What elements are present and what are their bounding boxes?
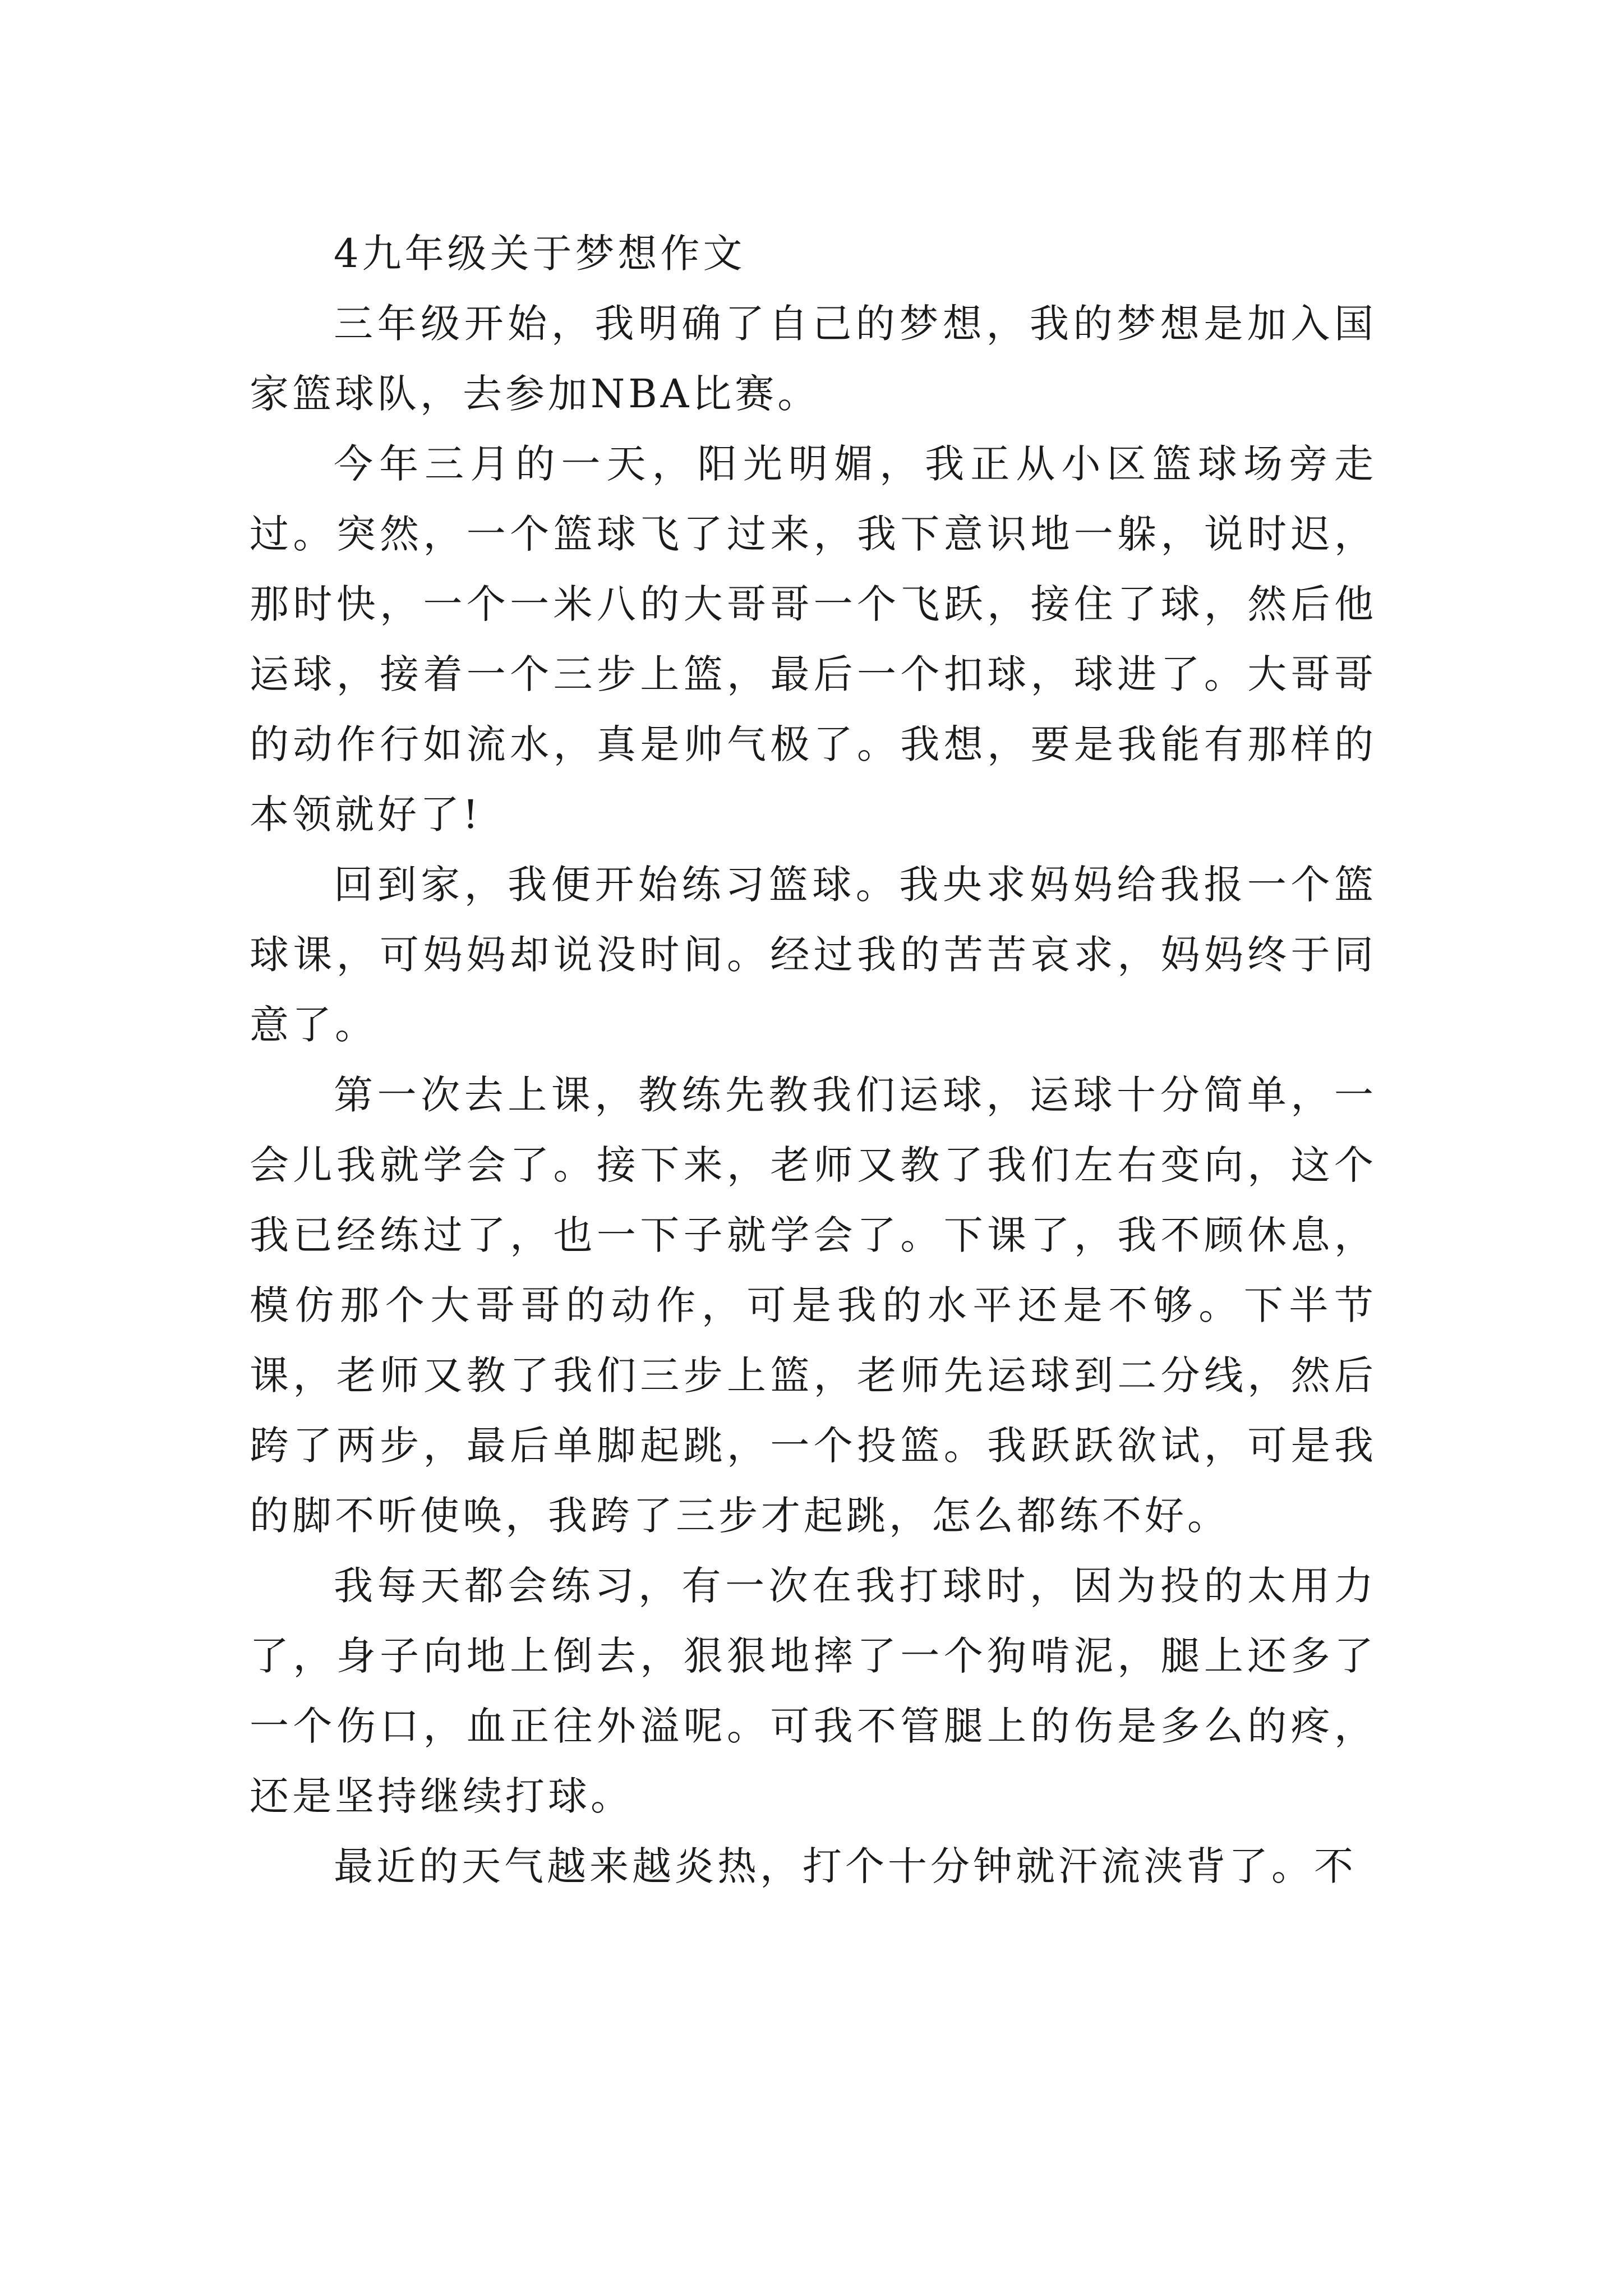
document-title: 4九年级关于梦想作文 xyxy=(334,231,746,277)
paragraph-4: 第一次去上课，教练先教我们运球，运球十分简单，一会儿我就学会了。接下来，老师又教了我们左右变向，这个我已经练过了，也一下子就学会了。下课了，我不顾休息，模仿那个大哥哥的动作，可是我的水平还是不够。下半节课，老师又教了我们三步上篮，老师先运球到二分线，然后跨了两步，最后单脚起跳，一个投篮。我跃跃欲试，可是我的脚不听使唤，我跨了三步才起跳，怎么都练不好。 xyxy=(250,1072,1377,1539)
paragraph-6: 最近的天气越来越炎热，打个十分钟就汗流浃背了。不 xyxy=(334,1843,1357,1889)
paragraph-3: 回到家，我便开始练习篮球。我央求妈妈给我报一个篮球课，可妈妈却说没时间。经过我的苦苦哀求，妈妈终于同意了。 xyxy=(250,862,1377,1048)
paragraph-1: 三年级开始，我明确了自己的梦想，我的梦想是加入国家篮球队，去参加NBA比赛。 xyxy=(250,301,1377,417)
paragraph-2: 今年三月的一天，阳光明媚，我正从小区篮球场旁走过。突然，一个篮球飞了过来，我下意识地一躲，说时迟，那时快，一个一米八的大哥哥一个飞跃，接住了球，然后他运球，接着一个三步上篮，最后一个扣球，球进了。大哥哥的动作行如流水，真是帅气极了。我想，要是我能有那样的本领就好了! xyxy=(250,441,1377,838)
document-body xyxy=(250,219,1377,1902)
paragraph-5: 我每天都会练习，有一次在我打球时，因为投的太用力了，身子向地上倒去，狠狠地摔了一个狗啃泥，腿上还多了一个伤口，血正往外溢呢。可我不管腿上的伤是多么的疼，还是坚持继续打球。 xyxy=(250,1563,1377,1819)
